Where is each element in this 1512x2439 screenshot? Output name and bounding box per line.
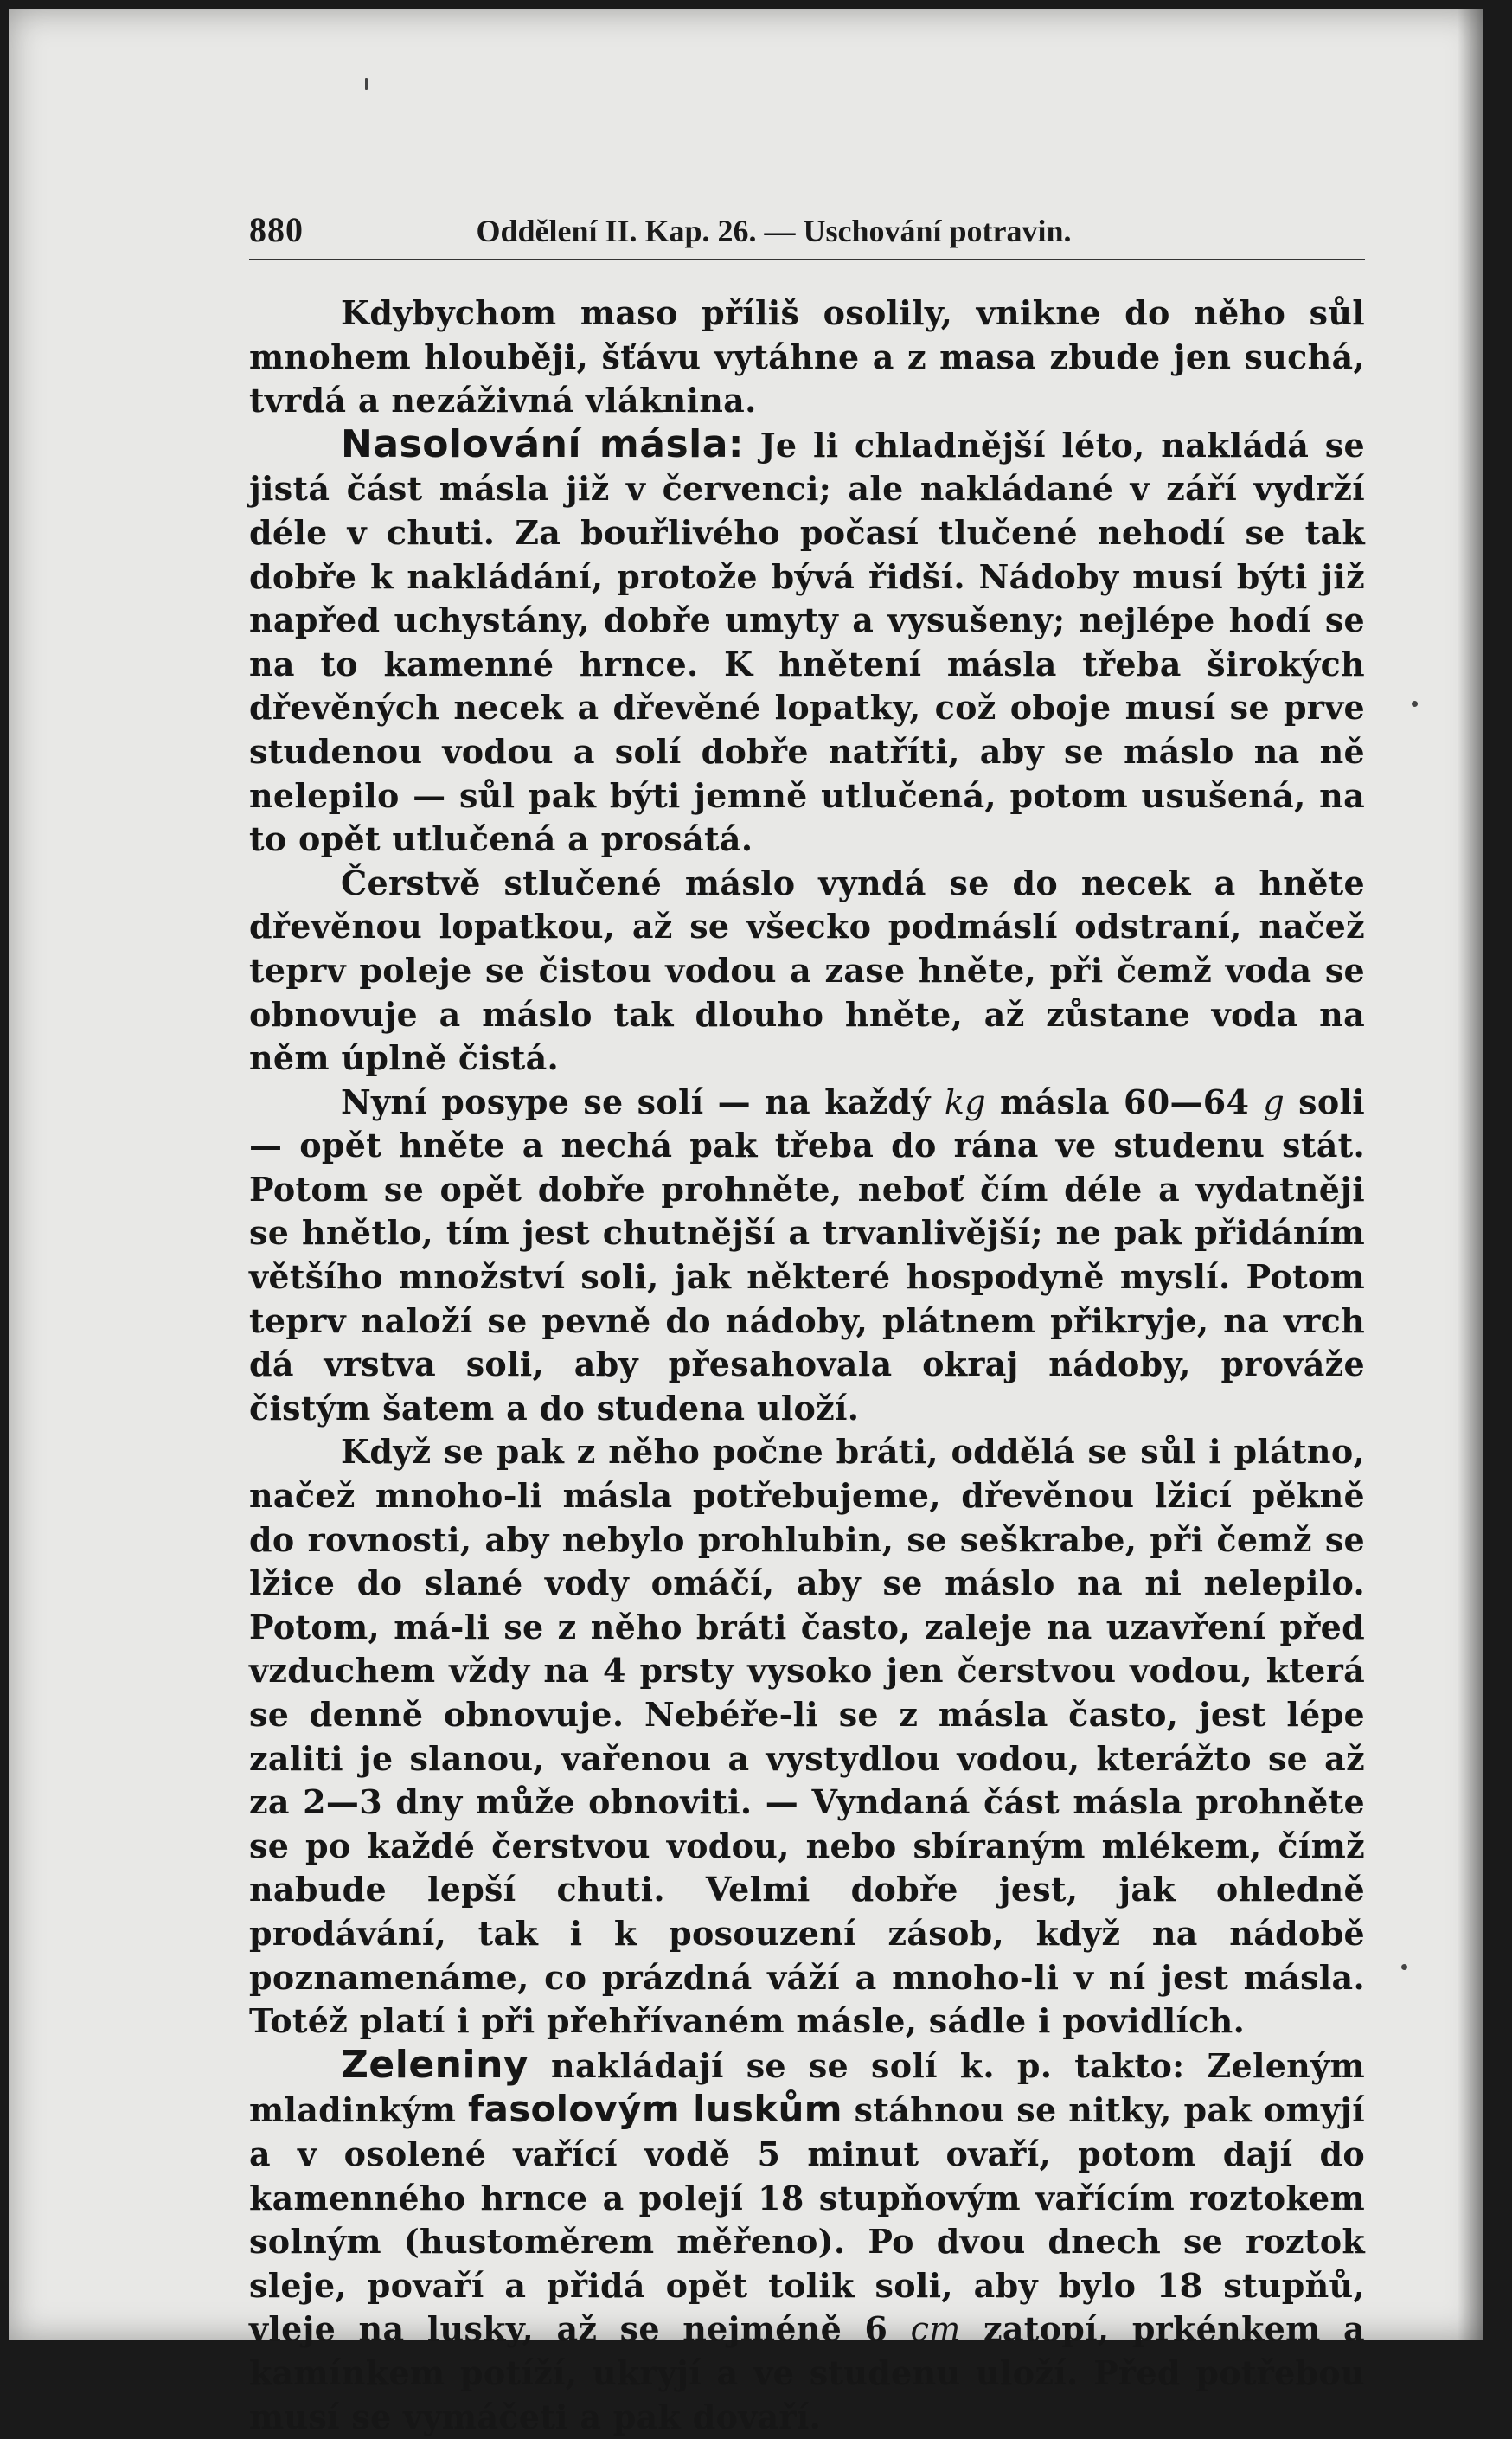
paragraph-5 xyxy=(249,1430,1365,2043)
text-block xyxy=(249,209,1365,2439)
paragraph-2 xyxy=(249,423,1365,862)
section-heading: Zeleniny xyxy=(341,2042,529,2087)
speck-mark xyxy=(365,78,368,90)
paragraph-text: Kdybychom maso příliš osolily, vnikne do něho sůl mnohem hlouběji, šťávu vytáhne a z masa zbude jen suchá, tvrdá a nezáživná vláknina. xyxy=(249,293,1365,420)
paragraph-text: Nyní posype se solí — na každý xyxy=(341,1082,945,1121)
paragraph-text: Je li chladnější léto, nakládá se jistá část másla již v červenci; ale nakládané v září vydrží déle v chuti. Za bouřlivého počasí tlučené nehodí se tak dobře k nakládání, protože bývá řidší. Nádoby musí býti již napřed uchystány, dobře umyty a vysušeny; nejlépe hodí se na to kamenné hrnce. K hnětení másla třeba širokých dřevěných necek a dřevěné lopatky, což oboje musí se prve studenou vodou a solí dobře natříti, aby se máslo na ně nelepilo — sůl pak býti jemně utlučená, potom usušená, na to opět utlučená a prosátá. xyxy=(249,425,1365,859)
paragraph-text: Když se pak z něho počne bráti, oddělá se sůl i plátno, načež mnoho-li másla potřebujeme, dřevěnou lžicí pěkně do rovnosti, aby nebylo prohlubin, se seškrabe, při čemž se lžice do slané vody omáčí, aby se máslo na ni nelepilo. Potom, má-li se z něho bráti často, zaleje na uzavření před vzduchem vždy na 4 prsty vysoko jen čerstvou vodou, která se denně obnovuje. Nebéře-li se z másla často, jest lépe zaliti je slanou, vařenou a vystydlou vodou, kterážto se až za 2—3 dny může obnoviti. — Vyndaná část másla prohněte se po každé čerstvou vodou, nebo sbíraným mlékem, čímž nabude lepší chuti. Velmi dobře jest, jak ohledně prodávání, tak i k posouzení zásob, když na nádobě poznamenáme, co prázdná váží a mnoho-li v ní jest másla. Totéž platí i při přehřívaném másle, sádle i povidlích. xyxy=(249,1432,1365,2041)
unit-g: g xyxy=(1263,1082,1285,1121)
speck-mark xyxy=(1401,1964,1407,1970)
paragraph-1 xyxy=(249,292,1365,423)
paragraph-text: másla 60—64 xyxy=(985,1082,1264,1121)
page-edge-shadow xyxy=(1458,9,1483,2340)
book-page xyxy=(9,9,1483,2436)
paragraph-4 xyxy=(249,1081,1365,1431)
paragraph-text: Čerstvě stlučené máslo vyndá se do necek a hněte dřevěnou lopatkou, až se všecko podmáslí odstraní, načež teprv poleje se čistou vodou a zase hněte, při čemž voda se obnovuje a máslo tak dlouho hněte, až zůstane voda na něm úplně čistá. xyxy=(249,863,1365,1078)
unit-kg: kg xyxy=(944,1082,986,1121)
paragraph-6 xyxy=(249,2044,1365,2439)
paragraph-text: soli — opět hněte a nechá pak třeba do rána ve studenu stát. Potom se opět dobře prohněte, neboť čím déle a vydatněji se hnětlo, tím jest chutnější a trvanlivější; ne pak přidáním většího množství soli, jak některé hospodyně myslí. Potom teprv naloží se pevně do nádoby, plátnem přikryje, na vrch dá vrstva soli, aby přesahovala okraj nádoby, prováže čistým šatem a do studena uloží. xyxy=(249,1082,1365,1428)
running-head xyxy=(249,209,1365,260)
paragraph-text: nakládají se se solí k. p. takto: Zeleným mladinkým xyxy=(249,2045,1365,2130)
section-heading: Nasolování másla: xyxy=(341,421,745,466)
page-number: 880 xyxy=(249,210,304,249)
running-head-title: Oddělení II. Kap. 26. — Uschování potravin. xyxy=(476,214,1072,248)
paragraph-3 xyxy=(249,862,1365,1081)
speck-mark xyxy=(1412,701,1418,707)
paragraph-text: stáhnou se nitky, pak omyjí a v osolené vařící vodě 5 minut ovaří, potom dají do kamenného hrnce a polejí 18 stupňovým vařícím roztokem solným (hustoměrem měřeno). Po dvou dnech se roztok sleje, povaří a přidá opět tolik soli, aby bylo 18 stupňů, vleje na lusky, až se nejméně 6 xyxy=(249,2090,1365,2349)
emphasized-term: fasolovým luskům xyxy=(468,2088,842,2131)
paragraph-text: zatopí, prkénkem a kamínkem potíží, ukryjí a ve studenu uloží. Před potřebou musí se vymáčeti a pak dovaří. xyxy=(249,2309,1365,2436)
unit-cm: cm xyxy=(910,2310,961,2349)
